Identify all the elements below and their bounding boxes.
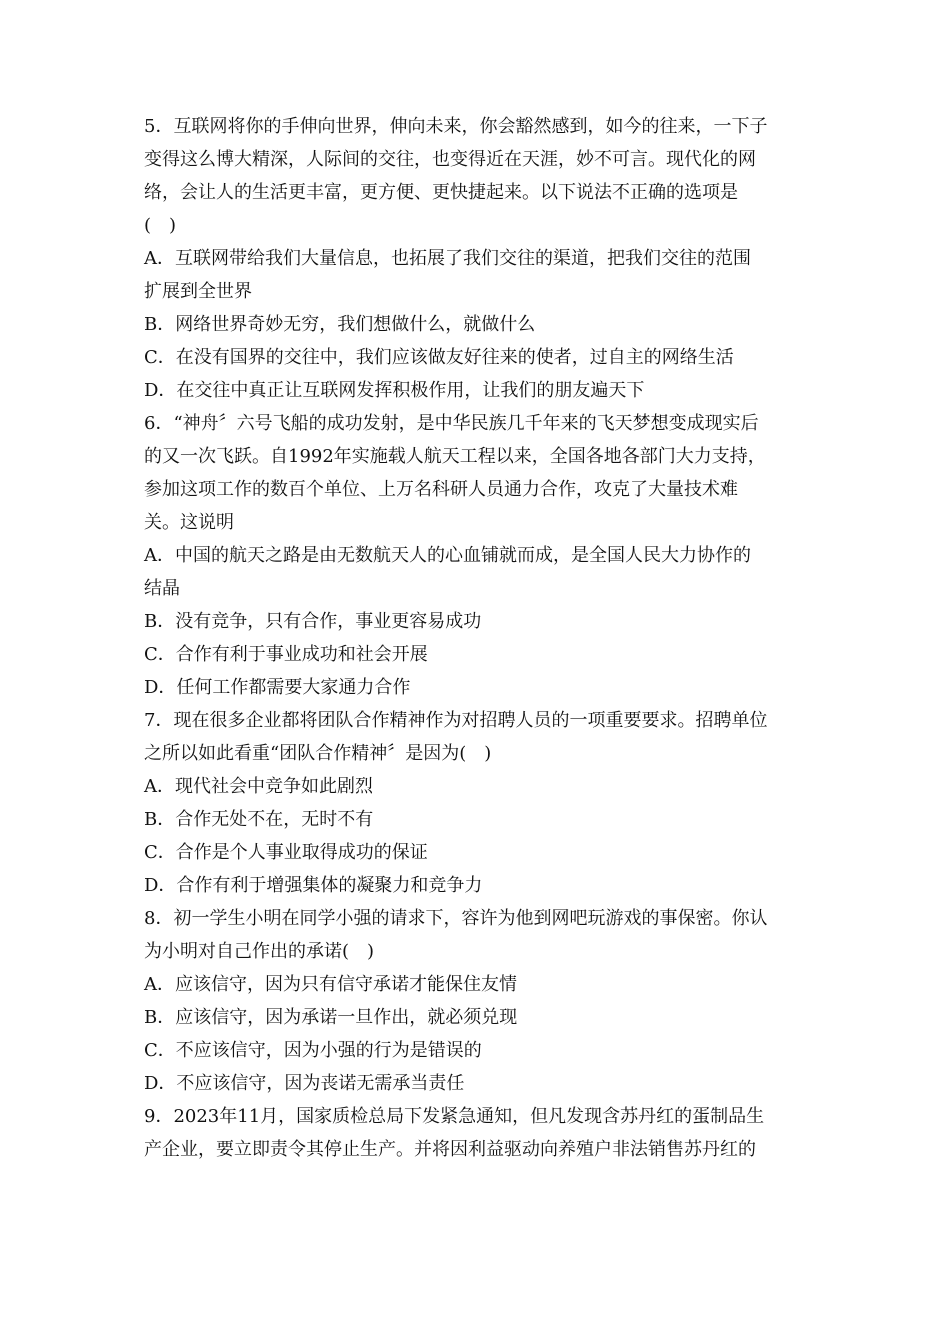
- document-page: [144, 110, 814, 1166]
- option-line: B．网络世界奇妙无穷，我们想做什么，就做什么: [144, 314, 536, 335]
- option-line: C．合作是个人事业取得成功的保证: [144, 842, 428, 863]
- option-line: D．在交往中真正让互联网发挥积极作用，让我们的朋友遍天下: [144, 380, 645, 401]
- question-8: [144, 902, 814, 1100]
- option-line: 结晶: [144, 578, 180, 599]
- option-line: B．合作无处不在，无时不有: [144, 809, 374, 830]
- question-5: [144, 110, 814, 407]
- question-stem-line: 产企业，要立即责令其停止生产。并将因利益驱动向养殖户非法销售苏丹红的: [144, 1139, 756, 1160]
- option-line: A．中国的航天之路是由无数航天人的心血铺就而成，是全国人民大力协作的: [144, 545, 751, 566]
- question-stem-line: 为小明对自己作出的承诺( ): [144, 941, 375, 962]
- option-line: A．现代社会中竞争如此剧烈: [144, 776, 373, 797]
- option-line: C．不应该信守，因为小强的行为是错误的: [144, 1040, 482, 1061]
- option-line: D．任何工作都需要大家通力合作: [144, 677, 411, 698]
- question-stem-line: 络，会让人的生活更丰富，更方便、更快捷起来。以下说法不正确的选项是: [144, 182, 738, 203]
- question-stem-line: 9．2023年11月，国家质检总局下发紧急通知，但凡发现含苏丹红的蛋制品生: [144, 1106, 765, 1127]
- question-stem-line: 6．“神舟〞六号飞船的成功发射，是中华民族几千年来的飞天梦想变成现实后: [144, 413, 759, 434]
- option-line: B．没有竞争，只有合作，事业更容易成功: [144, 611, 482, 632]
- option-line: 扩展到全世界: [144, 281, 252, 302]
- option-line: D．合作有利于增强集体的凝聚力和竞争力: [144, 875, 483, 896]
- question-stem-line: 之所以如此看重“团队合作精神〞是因为( ): [144, 743, 492, 764]
- question-stem-line: 5．互联网将你的手伸向世界，伸向未来，你会豁然感到，如今的往来，一下子: [144, 116, 768, 137]
- option-line: A．应该信守，因为只有信守承诺才能保住友情: [144, 974, 517, 995]
- question-stem-line: 变得这么博大精深，人际间的交往，也变得近在天涯，妙不可言。现代化的网: [144, 149, 756, 170]
- question-stem-line: 的又一次飞跃。自1992年实施载人航天工程以来，全国各地各部门大力支持，: [144, 446, 766, 467]
- question-stem-line: 7．现在很多企业都将团队合作精神作为对招聘人员的一项重要要求。招聘单位: [144, 710, 768, 731]
- question-7: [144, 704, 814, 902]
- question-stem-line: 参加这项工作的数百个单位、上万名科研人员通力合作，攻克了大量技术难: [144, 479, 738, 500]
- option-line: B．应该信守，因为承诺一旦作出，就必须兑现: [144, 1007, 518, 1028]
- question-stem-line: ( ): [144, 215, 177, 236]
- option-line: C．在没有国界的交往中，我们应该做友好往来的使者，过自主的网络生活: [144, 347, 734, 368]
- option-line: A．互联网带给我们大量信息，也拓展了我们交往的渠道，把我们交往的范围: [144, 248, 751, 269]
- question-stem-line: 8．初一学生小明在同学小强的请求下，容许为他到网吧玩游戏的事保密。你认: [144, 908, 768, 929]
- question-9: [144, 1100, 814, 1166]
- option-line: C．合作有利于事业成功和社会开展: [144, 644, 428, 665]
- option-line: D．不应该信守，因为丧诺无需承当责任: [144, 1073, 465, 1094]
- question-6: [144, 407, 814, 704]
- question-stem-line: 关。这说明: [144, 512, 234, 533]
